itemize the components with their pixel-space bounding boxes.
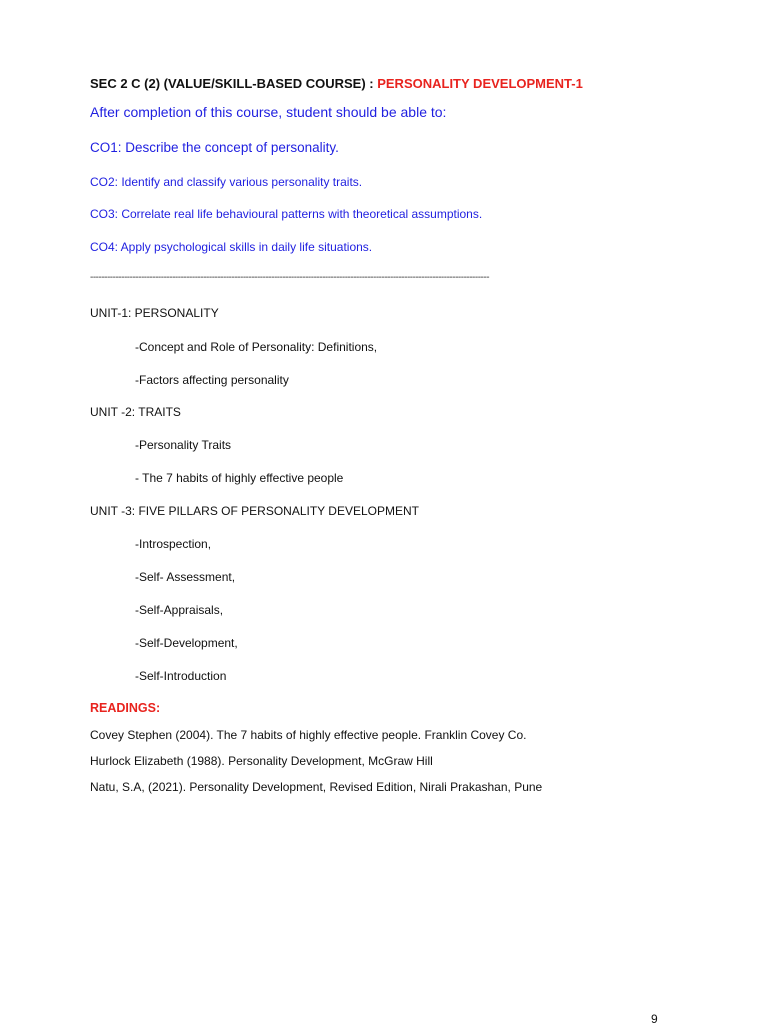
- unit-3-item: -Introspection,: [135, 537, 212, 551]
- outcome-co2: CO2: Identify and classify various personality traits.: [90, 175, 363, 189]
- course-heading: [90, 76, 583, 91]
- outcome-co4: CO4: Apply psychological skills in daily life situations.: [90, 240, 373, 254]
- reading-item: Covey Stephen (2004). The 7 habits of highly effective people. Franklin Covey Co.: [90, 728, 527, 742]
- outcomes-intro: After completion of this course, student should be able to:: [90, 104, 447, 120]
- unit-3-item: -Self-Introduction: [135, 669, 227, 683]
- unit-2-item: - The 7 habits of highly effective people: [135, 471, 344, 485]
- page-number: 9: [651, 1012, 658, 1026]
- unit-3-item: -Self-Appraisals,: [135, 603, 224, 617]
- unit-3-item: -Self- Assessment,: [135, 570, 236, 584]
- outcome-co1: CO1: Describe the concept of personality.: [90, 140, 339, 155]
- dashed-divider: ---------------------------------------------------------------------------------------------------------------------------------------------: [90, 272, 490, 283]
- unit-3-item: -Self-Development,: [135, 636, 238, 650]
- unit-2-title: UNIT -2: TRAITS: [90, 405, 181, 419]
- unit-2-item: -Personality Traits: [135, 438, 232, 452]
- unit-1-item: -Concept and Role of Personality: Definitions,: [135, 340, 378, 354]
- reading-item: Natu, S.A, (2021). Personality Development, Revised Edition, Nirali Prakashan, Pune: [90, 780, 543, 794]
- course-title: PERSONALITY DEVELOPMENT-1: [377, 76, 583, 91]
- outcome-co3: CO3: Correlate real life behavioural patterns with theoretical assumptions.: [90, 207, 483, 221]
- reading-item: Hurlock Elizabeth (1988). Personality Development, McGraw Hill: [90, 754, 433, 768]
- unit-1-title: UNIT-1: PERSONALITY: [90, 306, 219, 320]
- unit-3-title: UNIT -3: FIVE PILLARS OF PERSONALITY DEVELOPMENT: [90, 504, 419, 518]
- readings-heading: READINGS:: [90, 701, 161, 715]
- course-code: SEC 2 C (2) (VALUE/SKILL-BASED COURSE) :: [90, 76, 378, 91]
- unit-1-item: -Factors affecting personality: [135, 373, 289, 387]
